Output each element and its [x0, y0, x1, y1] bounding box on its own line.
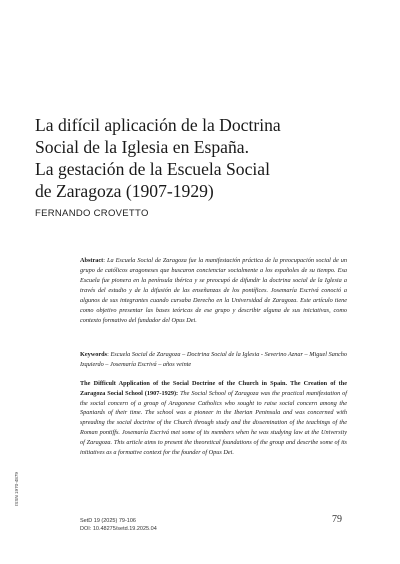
citation: SetD 19 (2025) 79-106 [80, 518, 136, 524]
keywords-text: Escuela Social de Zaragoza – Doctrina Social de la Iglesia - Severino Aznar – Miguel Sancho Izquierdo – Josemaría Escrivá – años veinte [80, 351, 347, 368]
title-line: La difícil aplicación de la Doctrina [35, 115, 281, 135]
keywords-label: Keywords [80, 351, 108, 358]
page-number: 79 [332, 514, 342, 525]
title-line: de Zaragoza (1907-1929) [35, 181, 214, 201]
abstract-label: Abstract [80, 257, 104, 264]
title-line: Social de la Iglesia en España. [35, 137, 249, 157]
abstract-text: La Escuela Social de Zaragoza fue la manifestación práctica de la preocupación social de un grupo de católicos aragoneses que buscaron concienciar socialmente a los españoles de su tiempo. Esa Escuela fue pionera en la península ibérica y se preocupó de difundir la doctrina social de la Iglesia a través del estudio y de la difusión de las enseñanzas de los pontífices. Josemaría Escrivá conoció a algunos de sus integrantes cuando cursaba Derecho en la Universidad de Zaragoza. Este artículo tiene como objetivo presentar las bases teóricas de ese grupo y describir alguna de sus iniciativas, como contexto formativo del fundador del Opus Dei. [80, 257, 347, 324]
footer-citation [80, 517, 157, 533]
doi: DOI: 10.48275/setd.19.2025.04 [80, 526, 157, 532]
english-title: The Difficult Application of the Social Doctrine of the Church in Spain. The Creation of the Zaragoza Social School (1907-1929) [80, 380, 347, 397]
title-line: La gestación de la Escuela Social [35, 159, 270, 179]
abstract-separator: : [103, 257, 107, 264]
article-title [35, 114, 355, 202]
english-separator: : [176, 389, 181, 397]
issn-label: ISSN 1970-4879 [14, 472, 19, 506]
keywords [80, 350, 347, 370]
english-text: The Social School of Zaragoza was the practical manifestation of the social concern of a group of Aragonese Catholics who sought to raise social concern among the Spaniards of their time. The school was a pioneer in the Iberian Peninsula and was concerned with spreading the social doctrine of the Church through study and the dissemination of the teachings of the Roman pontiffs. Josemaría Escrivá met some of its members when he was studying law at the University of Zaragoza. This article aims to present the theoretical foundations of the group and describe some of its initiatives as a formative context for the founder of Opus Dei. [80, 389, 347, 456]
author-name: FERNANDO CROVETTO [35, 208, 149, 219]
english-abstract [80, 379, 347, 457]
keywords-separator: : [107, 351, 111, 358]
abstract [80, 256, 347, 326]
